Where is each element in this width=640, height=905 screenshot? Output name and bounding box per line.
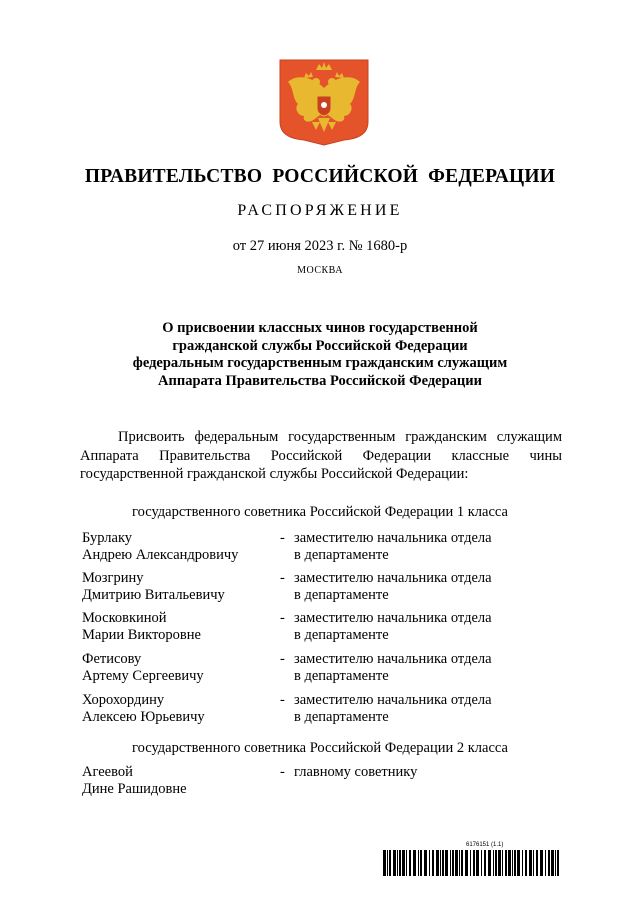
document-subject <box>0 320 640 390</box>
position-line: заместителю начальника отдела <box>294 651 492 667</box>
position-line: главному советнику <box>294 764 418 780</box>
appointee-given-names: Алексею Юрьевичу <box>82 709 205 725</box>
subject-line: О присвоении классных чинов государственной <box>162 320 478 336</box>
appointee-given-names: Марии Викторовне <box>82 627 201 643</box>
position-line: в департаменте <box>294 587 389 603</box>
position-line: заместителю начальника отдела <box>294 610 492 626</box>
appointee-given-names: Андрею Александровичу <box>82 547 239 563</box>
position-line: заместителю начальника отдела <box>294 530 492 546</box>
coat-of-arms-emblem <box>278 58 370 146</box>
subject-line: гражданской службы Российской Федерации <box>172 337 468 354</box>
dash: - <box>280 692 285 708</box>
document-type: РАСПОРЯЖЕНИЕ <box>237 202 403 219</box>
position-line: в департаменте <box>294 709 389 725</box>
rank-heading: государственного советника Российской Федерации 2 класса <box>132 740 508 756</box>
position-line: в департаменте <box>294 627 389 643</box>
rank-heading: государственного советника Российской Федерации 1 класса <box>132 504 508 520</box>
city: МОСКВА <box>297 265 343 276</box>
government-title: ПРАВИТЕЛЬСТВО РОССИЙСКОЙ ФЕДЕРАЦИИ <box>84 166 556 187</box>
appointee-surname: Московкиной <box>82 610 167 626</box>
appointee-surname: Мозгрину <box>82 570 144 586</box>
appointee-given-names: Артему Сергеевичу <box>82 668 204 684</box>
dash: - <box>280 764 285 780</box>
subject-line: федеральным государственным гражданским служащим <box>132 355 508 371</box>
position-line: заместителю начальника отдела <box>294 570 492 586</box>
dash: - <box>280 651 285 667</box>
dash: - <box>280 610 285 626</box>
appointee-surname: Бурлаку <box>82 530 133 546</box>
appointee-given-names: Дине Рашидовне <box>82 781 187 797</box>
dash: - <box>280 530 285 546</box>
subject-line: Аппарата Правительства Российской Федерации <box>158 372 482 389</box>
barcode <box>383 850 560 876</box>
position-line: заместителю начальника отдела <box>294 692 492 708</box>
intro-paragraph <box>80 428 562 484</box>
intro-line: государственной гражданской службы Российской Федерации: <box>80 466 469 482</box>
position-line: в департаменте <box>294 668 389 684</box>
document-code: 6176151 (1.1) <box>466 842 504 848</box>
intro-line: Аппарата Правительства Российской Федерации классные чины <box>80 447 562 464</box>
date-and-number: от 27 июня 2023 г. № 1680-р <box>232 238 408 254</box>
appointee-surname: Хорохордину <box>82 692 165 708</box>
appointee-surname: Фетисову <box>82 651 142 667</box>
intro-line: Присвоить федеральным государственным гражданским служащим <box>118 429 562 445</box>
dash: - <box>280 570 285 586</box>
appointee-given-names: Дмитрию Витальевичу <box>82 587 225 603</box>
appointee-surname: Агеевой <box>82 764 133 780</box>
position-line: в департаменте <box>294 547 389 563</box>
